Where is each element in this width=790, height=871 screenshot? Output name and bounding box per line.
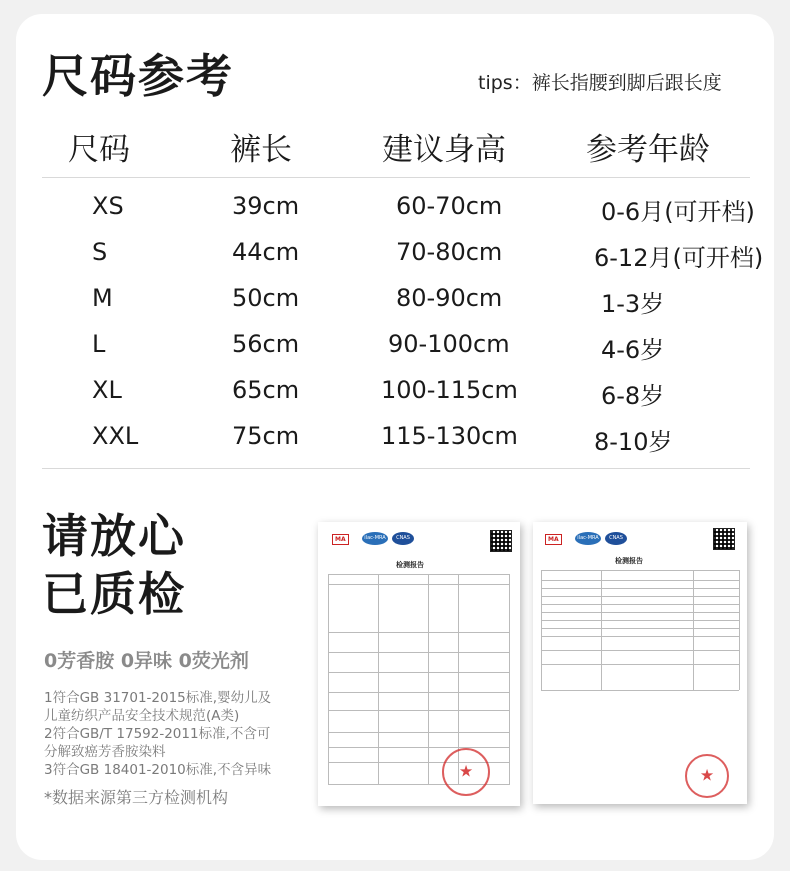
cell-height: 70-80cm	[396, 238, 503, 266]
cell-size: XXL	[92, 422, 139, 450]
quality-title-line1: 请放心	[42, 509, 186, 563]
qr-code-icon	[713, 528, 735, 550]
report-title: 检测报告	[615, 557, 643, 565]
cell-length: 65cm	[232, 376, 300, 404]
cell-age: 6-8岁	[601, 382, 665, 410]
header-height: 建议身高	[382, 132, 506, 168]
size-chart-title: 尺码参考	[42, 49, 234, 103]
cell-size: L	[92, 330, 106, 358]
red-seal-stamp: ★	[685, 754, 729, 798]
cell-length: 75cm	[232, 422, 300, 450]
cell-age: 1-3岁	[601, 290, 665, 318]
cma-logo: MA	[332, 534, 349, 545]
cell-height: 90-100cm	[388, 330, 510, 358]
table-top-divider	[42, 177, 750, 178]
cell-size: XS	[92, 192, 124, 220]
cell-length: 50cm	[232, 284, 300, 312]
cell-age: 4-6岁	[601, 336, 665, 364]
data-source-note: *数据来源第三方检测机构	[44, 788, 229, 807]
cell-age: 6-12月(可开档)	[594, 244, 764, 272]
standard-note: 儿童纺织产品安全技术规范(A类)	[44, 708, 240, 724]
red-seal-stamp: ★	[442, 748, 490, 796]
cell-height: 60-70cm	[396, 192, 503, 220]
standard-note: 3符合GB 18401-2010标准,不含异味	[44, 762, 272, 778]
header-size: 尺码	[68, 132, 130, 168]
test-report-image	[533, 522, 747, 804]
ilac-logo: ilac-MRA	[575, 532, 601, 545]
header-age: 参考年龄	[586, 132, 710, 168]
report-title: 检测报告	[396, 561, 424, 569]
size-chart-tips: tips：裤长指腰到脚后跟长度	[478, 72, 722, 94]
cell-height: 100-115cm	[381, 376, 518, 404]
cell-height: 115-130cm	[381, 422, 518, 450]
header-length: 裤长	[230, 132, 292, 168]
cnas-logo: CNAS	[605, 532, 627, 545]
test-report-image	[318, 522, 520, 806]
ilac-logo: ilac-MRA	[362, 532, 388, 545]
cma-logo: MA	[545, 534, 562, 545]
standard-note: 2符合GB/T 17592-2011标准,不含可	[44, 726, 271, 742]
cell-length: 56cm	[232, 330, 300, 358]
cell-size: M	[92, 284, 113, 312]
qr-code-icon	[490, 530, 512, 552]
standard-note: 1符合GB 31701-2015标准,婴幼儿及	[44, 690, 272, 706]
table-bottom-divider	[42, 468, 750, 469]
cell-length: 39cm	[232, 192, 300, 220]
cnas-logo: CNAS	[392, 532, 414, 545]
zero-claims: 0芳香胺 0异味 0荧光剂	[44, 650, 249, 672]
cell-height: 80-90cm	[396, 284, 503, 312]
cell-age: 8-10岁	[594, 428, 673, 456]
cell-size: S	[92, 238, 108, 266]
standard-note: 分解致癌芳香胺染料	[44, 744, 166, 760]
cell-age: 0-6月(可开档)	[601, 198, 755, 226]
quality-title-line2: 已质检	[42, 567, 186, 621]
cell-size: XL	[92, 376, 122, 404]
cell-length: 44cm	[232, 238, 300, 266]
